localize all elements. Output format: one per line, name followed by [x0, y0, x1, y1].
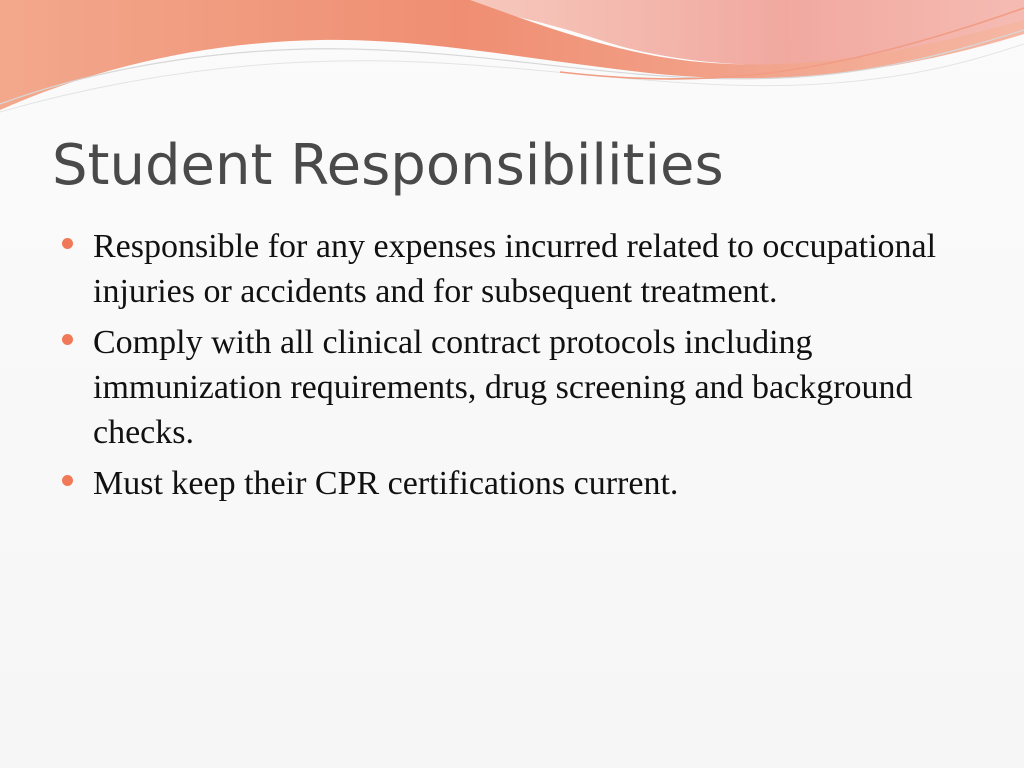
bullet-dot-icon	[62, 475, 73, 486]
bullet-text: Must keep their CPR certifications current.	[93, 465, 679, 502]
bullet-text: Responsible for any expenses incurred related to occupational injuries or accidents and for subsequent treatment.	[93, 228, 937, 310]
decorative-wave-banner	[0, 0, 1024, 130]
slide-title: Student Responsibilities	[52, 133, 724, 198]
bullet-item	[62, 461, 962, 506]
bullet-item	[62, 224, 962, 314]
bullet-dot-icon	[62, 238, 73, 249]
bullet-item	[62, 320, 962, 455]
bullet-text: Comply with all clinical contract protocols including immunization requirements, drug screening and background checks.	[93, 324, 913, 451]
bullet-dot-icon	[62, 334, 73, 345]
bullet-list	[62, 224, 962, 512]
